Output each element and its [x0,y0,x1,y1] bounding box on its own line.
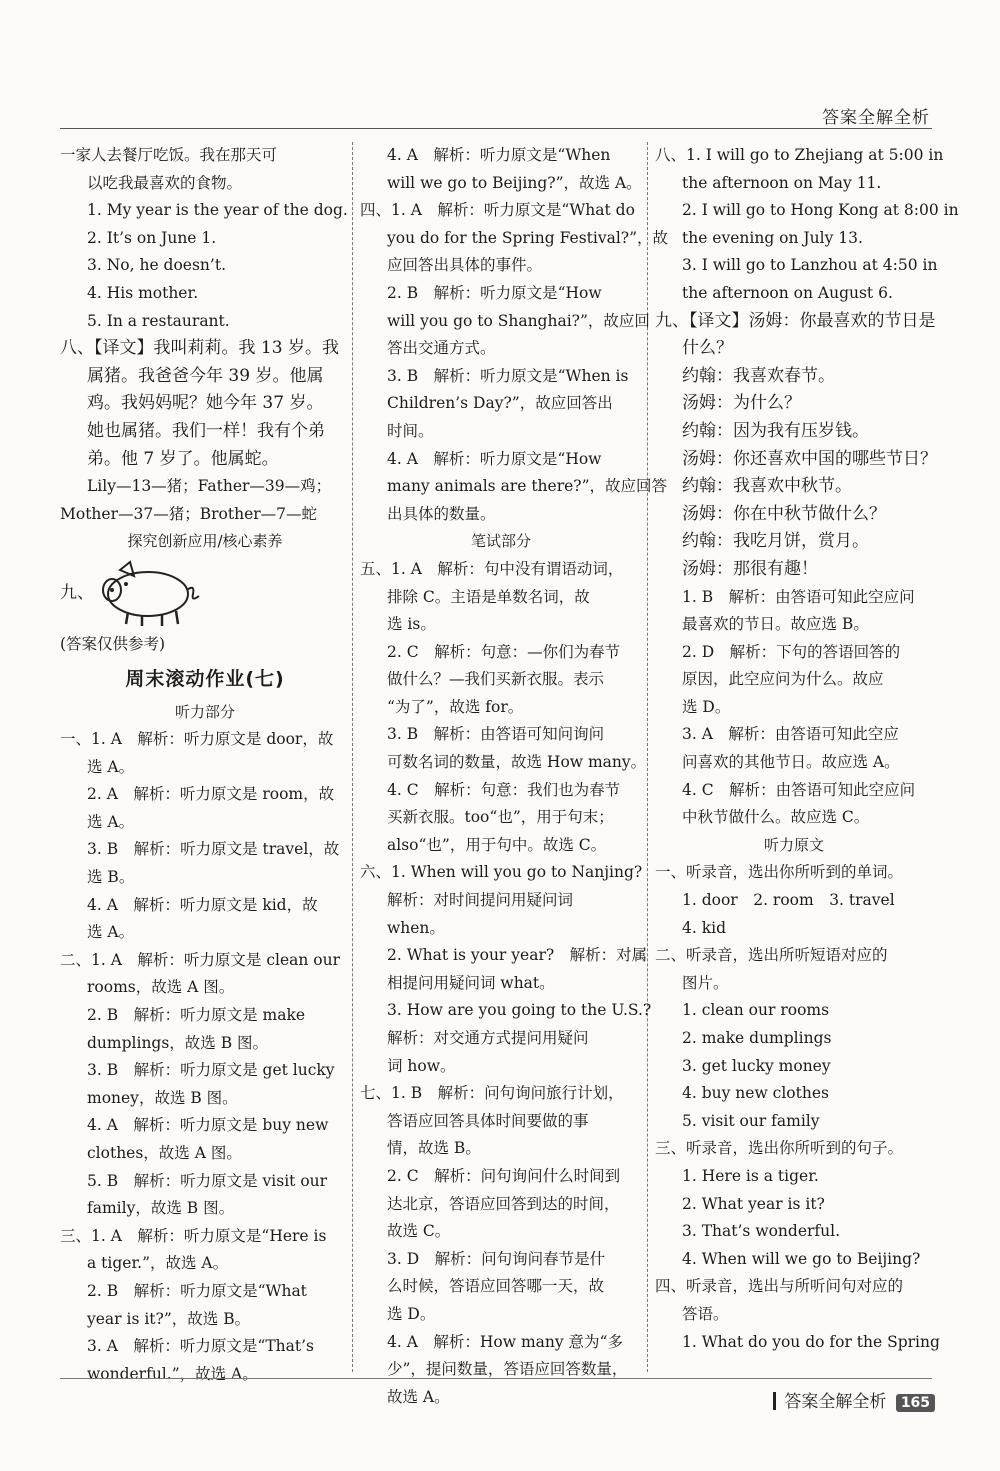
text-line: 图片。 [682,973,729,992]
footer-label: 答案全解全析 [784,1392,887,1412]
text-line: Children’s Day?”，故应回答出 [387,394,613,413]
column-2 [360,142,669,1411]
section-title: 笔试部分 [470,532,531,551]
text-line: will you go to Shanghai?”，故应回 [387,311,650,330]
text-line: 3. How are you going to the U.S.? [387,1001,652,1020]
text-line: 五、1. A 解析：句中没有谓语动词， [360,559,624,578]
text-line: 2. I will go to Hong Kong at 8:00 in [682,201,959,220]
text-line: 她也属猪。我们一样！我有个弟 [87,420,325,441]
text-line: 2. A 解析：听力原文是 room，故 [87,785,335,804]
text-line: 2. It’s on June 1. [87,228,217,247]
header-rule [60,128,932,129]
text-line: 汤姆：你在中秋节做什么？ [682,503,886,524]
text-line: 一、1. A 解析：听力原文是 door，故 [60,730,334,749]
text-line: 八、1. I will go to Zhejiang at 5:00 in [655,146,944,164]
text-line: Lily—13—猪；Father—39—鸡； [87,477,332,496]
text-line: 六、1. When will you go to Nanjing? [360,863,643,882]
text-line: 约翰：因为我有压岁钱。 [682,420,869,441]
text-line: the evening on July 13. [682,228,863,247]
text-line: 买新衣服。too“也”，用于句末； [387,808,614,827]
text-line: 选 A。 [87,812,135,831]
text-line: the afternoon on May 11. [682,173,882,192]
text-line: 属猪。我爸爸今年 39 岁。他属 [87,365,324,386]
page-header: 答案全解全析 [822,108,930,128]
pig-icon [90,556,200,628]
text-line: 1. Here is a tiger. [682,1166,819,1185]
text-line: 九、【译文】汤姆：你最喜欢的节日是 [655,310,936,331]
text-line: 一、听录音，选出你所听到的单词。 [655,863,904,882]
page-number: 165 [896,1394,935,1412]
text-line: 2. What year is it? [682,1194,825,1213]
section-title: 听力原文 [763,835,824,854]
text-line: money，故选 B 图。 [87,1088,238,1107]
footer-bar [773,1392,776,1410]
text-line: will we go to Beijing?”，故选 A。 [387,173,642,192]
text-line: 解析：对交通方式提问用疑问 [387,1029,589,1047]
text-line: 4. A 解析：听力原文是“How [387,449,602,468]
text-line: 3. B 解析：听力原文是 get lucky [87,1061,335,1080]
text-line: 时间。 [387,421,434,440]
text-line: 3. That’s wonderful. [682,1222,841,1241]
answer-reference: (答案仅供参考) [60,634,166,653]
text-line: 出具体的数量。 [387,504,496,523]
text-line: Mother—37—猪；Brother—7—蛇 [60,504,318,523]
text-line: 么时候，答语应回答哪一天，故 [387,1277,605,1296]
text-line: 问喜欢的其他节日。故应选 A。 [682,753,900,772]
text-line: 4. His mother. [87,283,199,302]
text-line: 4. A 解析：How many 意为“多 [387,1332,623,1351]
text-line: also“也”，用于句中。故选 C。 [387,835,607,854]
text-line: 故选 C。 [387,1222,451,1241]
footer-rule [60,1378,932,1379]
text-line: 一家人去餐厅吃饭。我在那天可 [60,146,278,164]
text-line: 4. A 解析：听力原文是 buy new [87,1116,329,1135]
pig-answer [60,556,350,631]
text-line: 1. What do you do for the Spring [682,1332,940,1351]
text-line: 四、听录音，选出与所听问句对应的 [655,1277,904,1296]
text-line: 做什么？—我们买新衣服。表示 [387,670,605,689]
text-line: 汤姆：那很有趣！ [682,558,818,579]
text-line: 4. C 解析：由答语可知此空应问 [682,780,916,799]
text-line: 4. When will we go to Beijing? [682,1249,921,1268]
text-line: 2. B 解析：听力原文是“How [387,283,602,302]
text-line: wonderful.”，故选 A。 [87,1364,258,1383]
text-line: 最喜欢的节日。故应选 B。 [682,615,869,634]
col3-block-b [655,859,940,1356]
text-line: 3. No, he doesn’t. [87,256,226,275]
text-line: 二、听录音，选出所听短语对应的 [655,946,888,965]
text-line: 三、听录音，选出你所听到的句子。 [655,1139,904,1158]
text-line: year is it?”，故选 B。 [87,1309,251,1328]
text-line: 3. B 解析：听力原文是 travel，故 [87,840,340,859]
text-line: 3. A 解析：听力原文是“That’s [87,1337,315,1356]
text-line: 2. B 解析：听力原文是 make [87,1006,306,1025]
col1-block-c [60,726,350,1388]
text-line: 以吃我最喜欢的食物。 [87,173,243,192]
text-line: 故选 A。 [387,1387,450,1406]
text-line: 答语应回答具体时间要做的事 [387,1111,589,1130]
text-line: 三、1. A 解析：听力原文是“Here is [60,1226,327,1245]
text-line: 解析：对时间提问用疑问词 [387,891,574,910]
text-line: 1. door 2. room 3. travel [682,891,895,910]
col1-block-a [60,142,350,335]
text-line: many animals are there?”，故应回答 [387,477,668,496]
text-line: 答出交通方式。 [387,339,496,358]
text-line: 少”，提问数量，答语应回答数量， [387,1360,628,1379]
text-line: 词 how。 [387,1056,456,1075]
text-line: 选 A。 [87,923,135,942]
col2-block-a [360,142,669,528]
column-3 [655,142,959,1356]
text-line: 四、1. A 解析：听力原文是“What do [360,201,635,220]
text-line: 4. kid [682,918,726,937]
text-line: 汤姆：为什么？ [682,393,801,414]
text-line: 汤姆：你还喜欢中国的哪些节日？ [682,448,937,469]
text-line: 应回答出具体的事件。 [387,256,543,275]
text-line: 选 is。 [387,615,436,634]
text-line: 约翰：我喜欢春节。 [682,365,835,386]
text-line: 1. My year is the year of the dog. [87,201,348,220]
text-line: family，故选 B 图。 [87,1199,235,1218]
text-line: 5. visit our family [682,1111,820,1130]
column-1 [60,142,350,1388]
text-line: 约翰：我吃月饼，赏月。 [682,531,869,552]
text-line: 3. B 解析：听力原文是“When is [387,366,629,385]
text-line: 中秋节做什么。故应选 C。 [682,808,870,827]
text-line: 5. B 解析：听力原文是 visit our [87,1171,328,1190]
text-line: 八、【译文】我叫莉莉。我 13 岁。我 [60,338,339,359]
text-line: “为了”，故选 for。 [387,697,524,716]
text-line: the afternoon on August 6. [682,283,893,302]
text-line: 3. get lucky money [682,1056,831,1075]
text-line: 2. make dumplings [682,1029,832,1047]
col1-block-b [60,335,350,528]
text-line: clothes，故选 A 图。 [87,1144,242,1162]
text-line: 可数名词的数量，故选 How many。 [387,753,647,772]
text-line: 原因，此空应问为什么。故应 [682,670,884,689]
text-line: 达北京，答语应回答到达的时间， [387,1194,620,1213]
text-line: 4. A 解析：听力原文是 kid，故 [87,895,318,914]
col3-block-a [655,142,959,832]
text-line: 3. I will go to Lanzhou at 4:50 in [682,256,938,275]
text-line: rooms，故选 A 图。 [87,978,235,997]
section-title: 听力部分 [174,702,235,721]
col2-block-b [360,556,652,1411]
text-line: 4. C 解析：句意：我们也为春节 [387,780,621,799]
text-line: 鸡。我妈妈呢？她今年 37 岁。 [87,393,324,414]
text-line: when。 [387,918,445,937]
text-line: 2. C 解析：句意：—你们为春节 [387,642,621,661]
question-label: 九、 [60,582,94,603]
text-line: dumplings，故选 B 图。 [87,1033,269,1052]
text-line: 选 D。 [387,1304,436,1323]
text-line: 2. C 解析：问句询问什么时间到 [387,1166,621,1185]
text-line: you do for the Spring Festival?”，故 [387,228,669,247]
text-line: 3. A 解析：由答语可知此空应 [682,725,899,744]
text-line: 相提问用疑问词 what。 [387,973,555,992]
text-line: 二、1. A 解析：听力原文是 clean our [60,950,341,969]
homework-title: 周末滚动作业(七) [125,667,285,690]
text-line: 3. B 解析：由答语可知问询问 [387,725,605,744]
text-line: 1. clean our rooms [682,1001,830,1020]
text-line: 选 D。 [682,697,731,716]
text-line: 3. D 解析：问句询问春节是什 [387,1249,606,1268]
text-line: 4. A 解析：听力原文是“When [387,146,611,164]
text-line: 弟。他 7 岁了。他属蛇。 [87,448,279,469]
section-title: 探究创新应用/核心素养 [127,532,283,551]
text-line: 选 B。 [87,868,135,887]
text-line: 2. B 解析：听力原文是“What [87,1281,307,1300]
text-line: 排除 C。主语是单数名词，故 [387,587,590,606]
text-line: 5. In a restaurant. [87,311,230,330]
text-line: 约翰：我喜欢中秋节。 [682,476,852,497]
text-line: 1. B 解析：由答语可知此空应问 [682,587,915,606]
text-line: 七、1. B 解析：问句询问旅行计划， [360,1084,624,1103]
text-line: 什么？ [682,338,733,359]
page-footer [773,1387,935,1412]
column-divider-1 [352,142,353,1372]
text-line: 选 A。 [87,757,135,776]
text-line: 情，故选 B。 [387,1139,481,1158]
text-line: a tiger.”，故选 A。 [87,1254,229,1273]
text-line: 2. What is your year? 解析：对属 [387,946,648,965]
text-line: 答语。 [682,1304,729,1323]
text-line: 2. D 解析：下句的答语回答的 [682,642,901,661]
text-line: 4. buy new clothes [682,1084,829,1103]
